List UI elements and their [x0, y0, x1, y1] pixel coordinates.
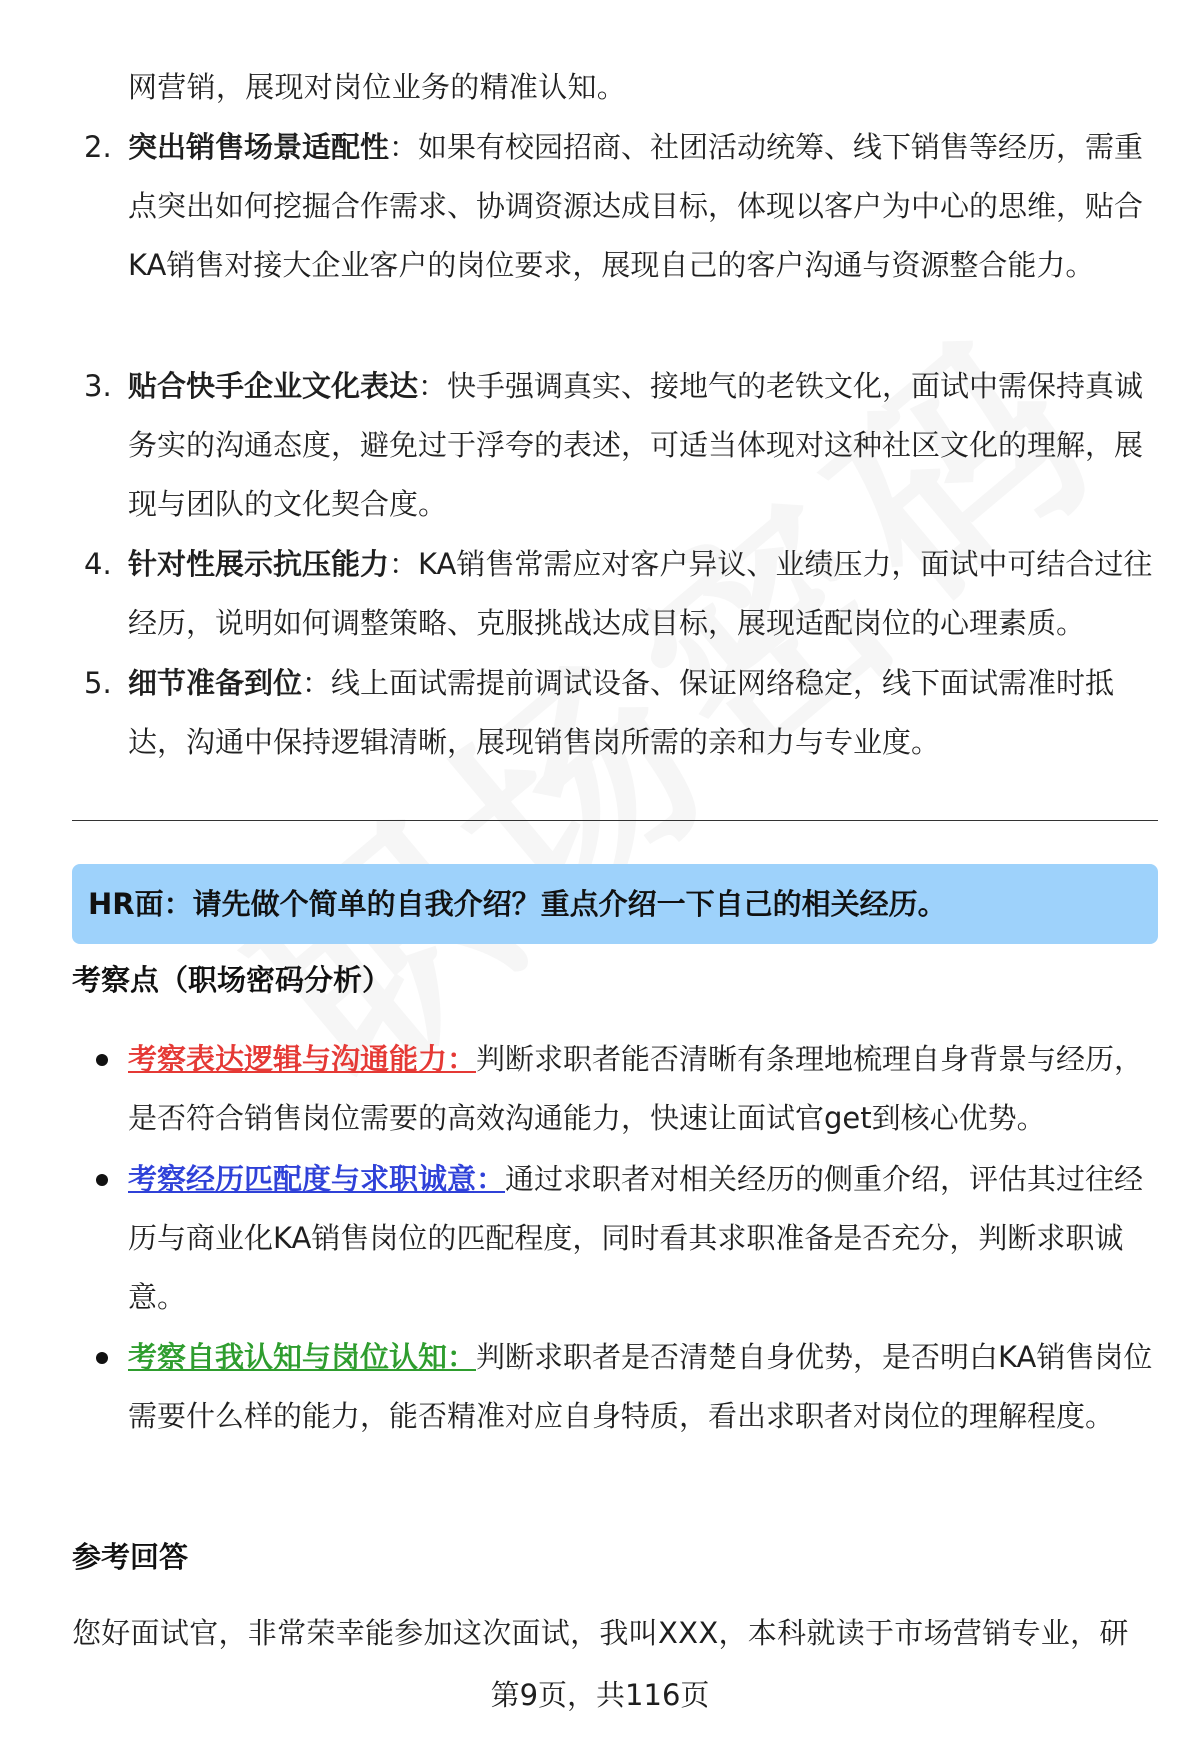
tip-body [128, 535, 1163, 653]
bullet-dot [96, 1352, 108, 1364]
kcd-text: 判断求职者是否清楚自身优势，是否明白KA销售岗位需要什么样的能力，能否精准对应自身特质，看出求职者对岗位的理解程度。 [128, 1340, 1153, 1433]
kcd-item-1 [96, 1030, 1166, 1148]
answer-heading: 参考回答 [72, 1540, 189, 1574]
tip-sep: ： [302, 666, 332, 700]
tip-text: 线上面试需提前调试设备、保证网络稳定，线下面试需准时抵达，沟通中保持逻辑清晰，展现销售岗所需的亲和力与专业度。 [128, 666, 1115, 759]
kcd-text: 通过求职者对相关经历的侧重介绍，评估其过往经历与商业化KA销售岗位的匹配程度，同时看其求职准备是否充分，判断求职诚意。 [128, 1162, 1144, 1314]
kcd-lead: 考察经历匹配度与求职诚意： [128, 1162, 506, 1196]
tip-number: 5. [84, 666, 112, 700]
tip-item-5 [84, 654, 1164, 772]
tip-body [128, 654, 1163, 772]
tip-sep: ： [418, 369, 448, 403]
continued-text: 网营销，展现对岗位业务的精准认知。 [128, 70, 627, 104]
bullet-dot [96, 1054, 108, 1066]
tip-sep: ： [389, 547, 419, 581]
tip-title: 突出销售场景适配性 [128, 130, 390, 164]
kcd-body [128, 1030, 1163, 1148]
kcd-item-3 [96, 1328, 1166, 1505]
tip-title: 细节准备到位 [128, 666, 303, 700]
tip-body [128, 118, 1163, 295]
hr-question: HR面：请先做个简单的自我介绍？重点介绍一下自己的相关经历。 [88, 887, 947, 921]
tip-number: 3. [84, 369, 112, 403]
tip-title: 针对性展示抗压能力 [128, 547, 390, 581]
kcd-lead: 考察自我认知与岗位认知： [128, 1340, 477, 1374]
tip-title: 贴合快手企业文化表达 [128, 369, 419, 403]
section-divider [72, 820, 1158, 821]
kcd-lead: 考察表达逻辑与沟通能力： [128, 1042, 477, 1076]
kcd-item-2 [96, 1150, 1166, 1327]
tip-item-3 [84, 357, 1164, 534]
question-banner [72, 864, 1158, 944]
tip-number: 4. [84, 547, 112, 581]
tip-sep: ： [389, 130, 419, 164]
tip-text: 如果有校园招商、社团活动统筹、线下销售等经历，需重点突出如何挖掘合作需求、协调资源达成目标，体现以客户为中心的思维，贴合KA销售对接大企业客户的岗位要求，展现自己的客户沟通与资源整合能力。 [128, 130, 1144, 282]
tip-body [128, 357, 1163, 534]
tip-text: KA销售常需应对客户异议、业绩压力，面试中可结合过往经历，说明如何调整策略、克服挑战达成目标，展现适配岗位的心理素质。 [128, 547, 1153, 640]
kcd-text: 判断求职者能否清晰有条理地梳理自身背景与经历，是否符合销售岗位需要的高效沟通能力，快速让面试官get到核心优势。 [128, 1042, 1144, 1135]
answer-text: 您好面试官，非常荣幸能参加这次面试，我叫XXX，本科就读于市场营销专业，研 [72, 1616, 1129, 1650]
tip-item-4 [84, 535, 1164, 653]
bullet-dot [96, 1174, 108, 1186]
tip-item-2 [84, 118, 1164, 354]
page-footer: 第9页，共116页 [490, 1678, 710, 1712]
tip-text: 快手强调真实、接地气的老铁文化，面试中需保持真诚务实的沟通态度，避免过于浮夸的表述，可适当体现对这种社区文化的理解，展现与团队的文化契合度。 [128, 369, 1144, 521]
tip-number: 2. [84, 130, 112, 164]
kcd-body [128, 1328, 1163, 1446]
kcd-body [128, 1150, 1163, 1327]
kcd-heading: 考察点（职场密码分析） [72, 963, 392, 997]
